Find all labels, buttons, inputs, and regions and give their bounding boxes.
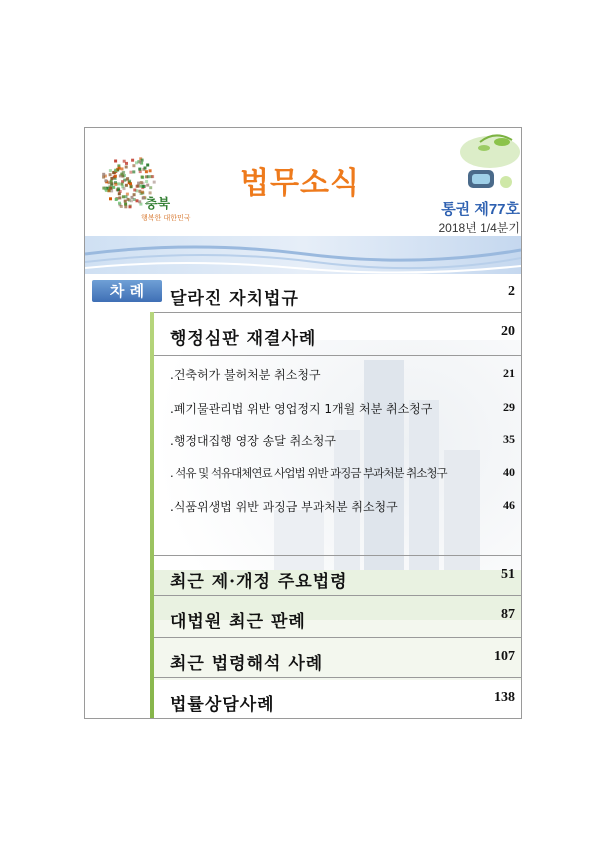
toc-item-page: 20 [501, 324, 515, 339]
toc-item-label: 최근 제·개정 주요법령 [170, 572, 348, 592]
toc-item-label: 대법원 최근 판례 [170, 612, 306, 632]
toc-item-page: 2 [508, 284, 515, 299]
toc-item-label: 행정심판 재결사례 [170, 329, 317, 349]
toc-item-label: .폐기물관리법 위반 영업정지 1개월 처분 취소청구 [170, 402, 433, 416]
toc-item-label: .건축허가 불허처분 취소청구 [170, 368, 321, 382]
logo-text: 충북 [145, 197, 171, 212]
page-title: 법무소식 [240, 166, 360, 201]
toc-item-page: 107 [494, 649, 515, 664]
toc-item-page: 40 [503, 465, 515, 479]
wave-banner [85, 236, 521, 274]
divider [154, 595, 521, 596]
toc-item-page: 21 [503, 366, 515, 380]
toc-item-page: 46 [503, 498, 515, 512]
toc-item-page: 51 [501, 567, 515, 582]
toc-item-page: 138 [494, 690, 515, 705]
divider [154, 312, 521, 313]
leaf-device-illustration [450, 130, 522, 200]
toc-item-label: 최근 법령해석 사례 [170, 654, 324, 674]
divider [154, 355, 521, 356]
toc-item-label: 법률상담사례 [170, 695, 275, 715]
toc-item-page: 87 [501, 607, 515, 622]
chungbuk-logo [93, 150, 203, 230]
toc-item-label: 달라진 자치법규 [170, 289, 299, 309]
toc-item-label: . 석유 및 석유대체연료 사업법 위반 과징금 부과처분 취소청구 [170, 466, 447, 480]
toc-side-bar [150, 312, 154, 718]
toc-item-label: .행정대집행 영장 송달 취소청구 [170, 434, 336, 448]
toc-item-page: 29 [503, 400, 515, 414]
divider [154, 555, 521, 556]
toc-item-page: 35 [503, 432, 515, 446]
logo-tagline: 행복한 대한민국 [141, 214, 191, 222]
toc-item-label: .식품위생법 위반 과징금 부과처분 취소청구 [170, 500, 398, 514]
divider [154, 677, 521, 678]
issue-period: 2018년 1/4분기 [438, 221, 520, 235]
issue-number: 통권 제77호 [441, 201, 520, 218]
toc-label: 차 례 [92, 280, 162, 302]
divider [154, 637, 521, 638]
